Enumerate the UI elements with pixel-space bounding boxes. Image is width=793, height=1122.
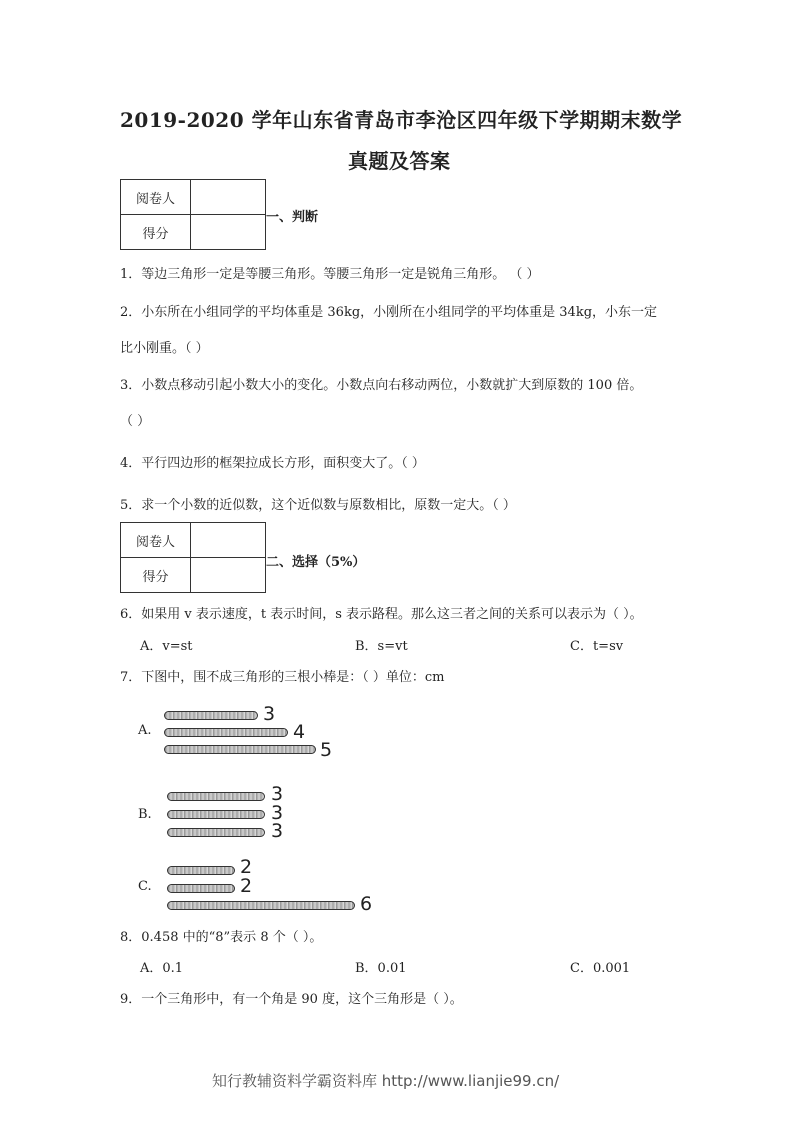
q8-option-c: C．0.001 (570, 961, 631, 976)
stick-a-2-length: 4 (293, 721, 306, 743)
stick-c-3 (167, 901, 355, 910)
q6-option-b: B．s=vt (355, 639, 408, 654)
q6-option-c: C．t=sv (570, 639, 624, 654)
question-6: 6．如果用 v 表示速度，t 表示时间，s 表示路程。那么这三者之间的关系可以表示为（ ）。 (120, 607, 643, 622)
score-cell (191, 558, 266, 593)
reviewer-label: 阅卷人 (121, 180, 191, 215)
footer-watermark: 知行教辅资料学霸资料库 http://www.lianjie99.cn/ (212, 1072, 560, 1090)
reviewer-cell (191, 523, 266, 558)
q7-option-b-label: B. (138, 807, 152, 822)
stick-c-2 (167, 884, 235, 893)
stick-c-1-length: 2 (240, 856, 253, 878)
reviewer-cell (191, 180, 266, 215)
q8-option-b: B．0.01 (355, 961, 407, 976)
document-title-line1: 2019-2020 学年山东省青岛市李沧区四年级下学期期末数学 (120, 108, 683, 132)
question-3-line2: （ ） (120, 414, 151, 429)
question-3-line1: 3．小数点移动引起小数大小的变化。小数点向右移动两位，小数就扩大到原数的 100 倍。 (120, 378, 643, 393)
stick-b-2 (167, 810, 265, 819)
question-2-line2: 比小刚重。（ ） (120, 341, 209, 356)
stick-a-3 (164, 745, 316, 754)
question-2-line1: 2．小东所在小组同学的平均体重是 36kg，小刚所在小组同学的平均体重是 34kg，小东一定 (120, 305, 658, 320)
score-cell (191, 215, 266, 250)
q7-option-a-label: A. (138, 723, 152, 738)
stick-b-3 (167, 828, 265, 837)
score-label: 得分 (121, 215, 191, 250)
stick-c-3-length: 6 (360, 893, 373, 915)
stick-c-2-length: 2 (240, 875, 253, 897)
stick-b-2-length: 3 (271, 802, 284, 824)
stick-a-3-length: 5 (320, 739, 333, 761)
question-8: 8．0.458 中的“8”表示 8 个（ ）。 (120, 930, 323, 945)
section-heading-judgment: 一、判断 (266, 210, 319, 225)
question-7: 7．下图中，围不成三角形的三根小棒是：（ ）单位：cm (120, 670, 445, 685)
stick-a-1-length: 3 (263, 703, 276, 725)
question-4: 4．平行四边形的框架拉成长方形，面积变大了。（ ） (120, 456, 425, 471)
stick-a-1 (164, 711, 258, 720)
score-table-2 (120, 522, 266, 593)
reviewer-label: 阅卷人 (121, 523, 191, 558)
stick-a-2 (164, 728, 288, 737)
stick-b-1-length: 3 (271, 783, 284, 805)
q8-option-a: A．0.1 (140, 961, 184, 976)
question-9: 9．一个三角形中，有一个角是 90 度，这个三角形是（ ）。 (120, 992, 463, 1007)
document-title-line2: 真题及答案 (348, 149, 451, 173)
question-5: 5．求一个小数的近似数，这个近似数与原数相比，原数一定大。（ ） (120, 498, 516, 513)
stick-b-1 (167, 792, 265, 801)
q6-option-a: A．v=st (140, 639, 193, 654)
score-label: 得分 (121, 558, 191, 593)
stick-c-1 (167, 866, 235, 875)
q7-option-c-label: C. (138, 879, 152, 894)
stick-b-3-length: 3 (271, 820, 284, 842)
section-heading-choice: 二、选择（5%） (266, 555, 366, 570)
question-1: 1．等边三角形一定是等腰三角形。等腰三角形一定是锐角三角形。 （ ） (120, 267, 540, 282)
score-table-1 (120, 179, 266, 250)
